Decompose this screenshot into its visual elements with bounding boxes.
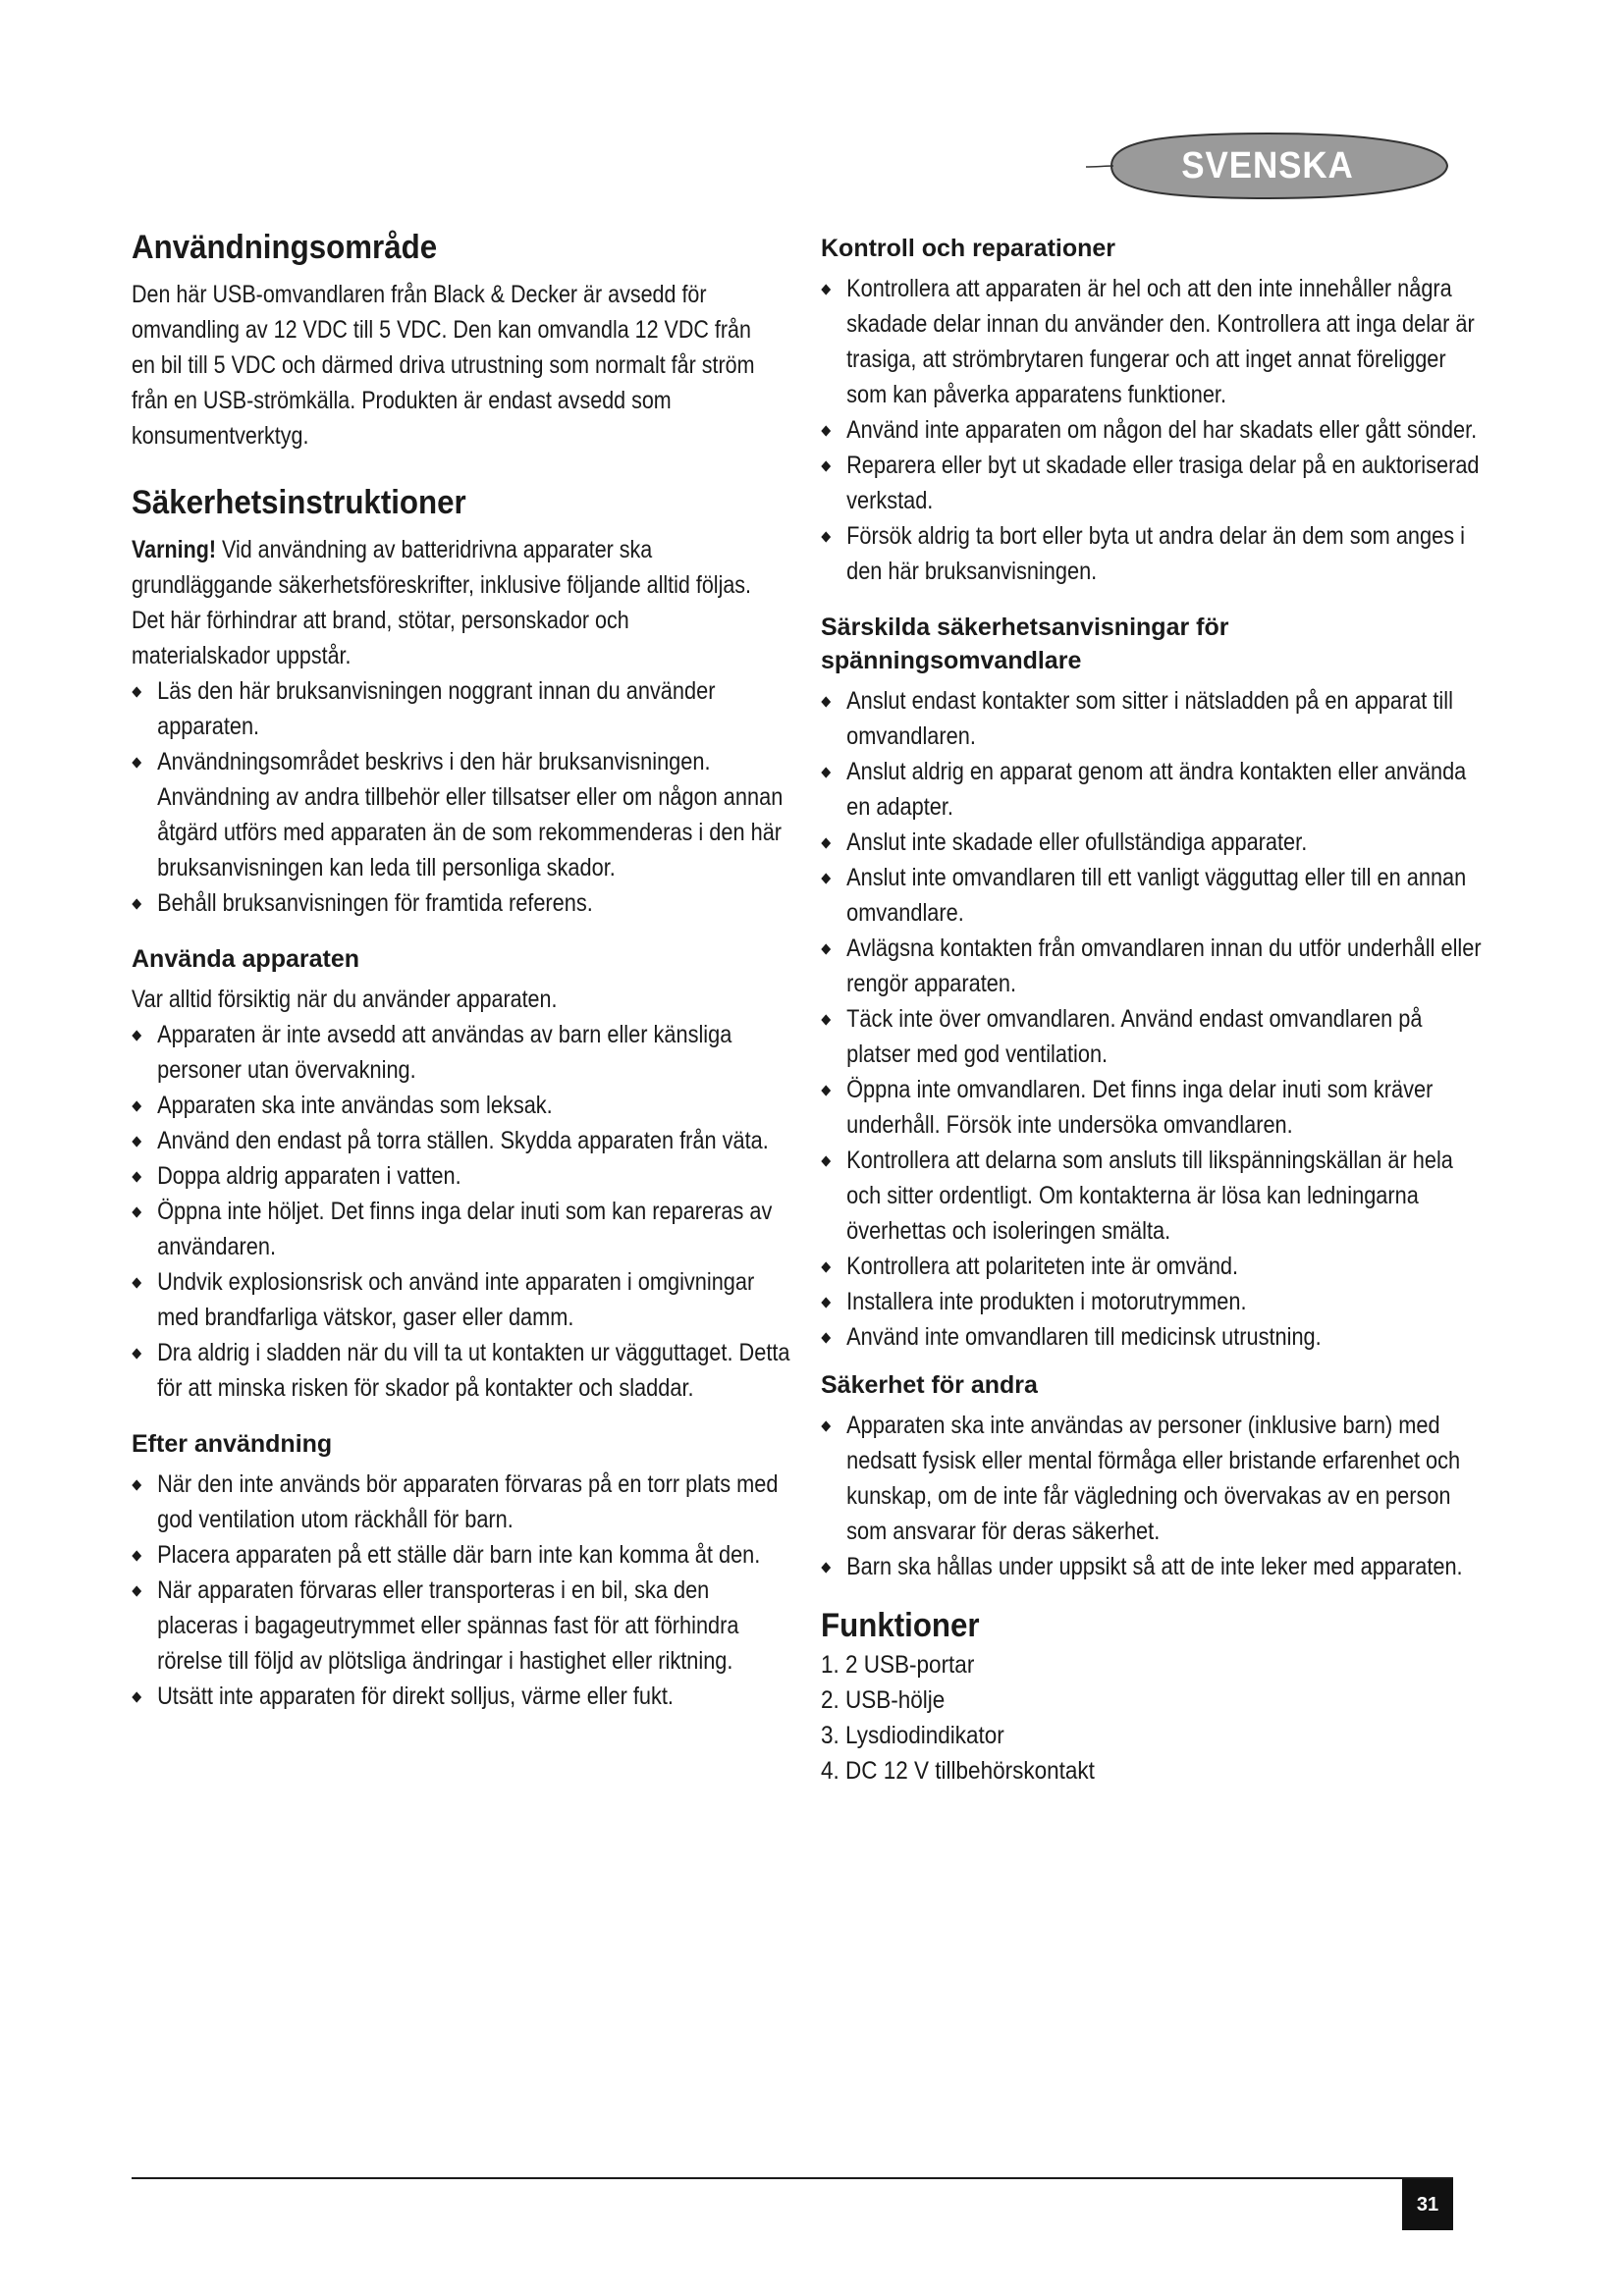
- list-item: Kontrollera att polariteten inte är omvänd.: [821, 1249, 1489, 1284]
- list-item: Doppa aldrig apparaten i vatten.: [132, 1158, 790, 1194]
- list-item: Läs den här bruksanvisningen noggrant innan du använder apparaten.: [132, 673, 790, 744]
- others-safety-heading: Säkerhet för andra: [821, 1371, 1038, 1399]
- language-label: SVENSKA: [1181, 144, 1354, 187]
- bullet-diamond-icon: [132, 1550, 141, 1561]
- usage-heading: Användningsområde: [132, 229, 438, 266]
- special-safety-section: [821, 611, 1482, 1355]
- bullet-diamond-icon: [821, 873, 831, 883]
- list-item: När den inte används bör apparaten förvaras på en torr plats med god ventilation utom räckhåll för barn.: [132, 1467, 790, 1537]
- list-item: Använd den endast på torra ställen. Skydda apparaten från väta.: [132, 1123, 790, 1158]
- others-safety-section: [821, 1368, 1469, 1584]
- safety-warning: [132, 532, 768, 673]
- others-safety-list: [821, 1408, 1469, 1584]
- list-item: Barn ska hållas under uppsikt så att de inte leker med apparaten.: [821, 1549, 1489, 1584]
- bullet-diamond-icon: [132, 1136, 141, 1147]
- list-item: Kontrollera att apparaten är hel och att den inte innehåller några skadade delar innan du använder den. Kontrollera att inga delar är trasiga, att strömbrytaren fungerar och att inget annat föreligger som kan påverka apparatens funktioner.: [821, 271, 1489, 412]
- list-item: Täck inte över omvandlaren. Använd endast omvandlaren på platser med god ventilation.: [821, 1001, 1489, 1072]
- bullet-diamond-icon: [821, 531, 831, 542]
- bullet-diamond-icon: [821, 1014, 831, 1025]
- control-heading: Kontroll och reparationer: [821, 235, 1116, 262]
- bullet-diamond-icon: [821, 1332, 831, 1343]
- bullet-diamond-icon: [132, 1171, 141, 1182]
- bullet-diamond-icon: [821, 425, 831, 436]
- bullet-diamond-icon: [132, 686, 141, 697]
- safety-section: [132, 483, 784, 921]
- bullet-diamond-icon: [821, 1562, 831, 1573]
- list-item: Installera inte produkten i motorutrymmen.: [821, 1284, 1489, 1319]
- bullet-diamond-icon: [821, 767, 831, 777]
- feature-item: 3. Lysdiodindikator: [821, 1722, 1004, 1749]
- list-item: Öppna inte höljet. Det finns inga delar inuti som kan repareras av användaren.: [132, 1194, 790, 1264]
- features-section: [821, 1606, 1469, 1789]
- using-heading: Använda apparaten: [132, 945, 360, 973]
- using-list: [132, 1017, 790, 1406]
- warning-label: Varning!: [132, 536, 217, 563]
- list-item: Öppna inte omvandlaren. Det finns inga delar inuti som kräver underhåll. Försök inte undersöka omvandlaren.: [821, 1072, 1489, 1143]
- right-column: [821, 232, 1482, 1789]
- feature-item: 4. DC 12 V tillbehörskontakt: [821, 1757, 1095, 1785]
- page-number: 31: [1402, 2179, 1453, 2230]
- list-item: Anslut endast kontakter som sitter i nätsladden på en apparat till omvandlaren.: [821, 683, 1489, 754]
- list-item: Kontrollera att delarna som ansluts till likspänningskällan är hela och sitter ordentligt. Om kontakterna är lösa kan ledningarna överhettas och isoleringen smälta.: [821, 1143, 1489, 1249]
- list-item: Anslut inte skadade eller ofullständiga apparater.: [821, 825, 1489, 860]
- after-use-heading: Efter användning: [132, 1430, 333, 1458]
- special-safety-heading: Särskilda säkerhetsanvisningar för: [821, 614, 1229, 641]
- features-heading: Funktioner: [821, 1607, 980, 1644]
- feature-item: 2. USB-hölje: [821, 1686, 946, 1714]
- list-item: Apparaten ska inte användas av personer (inklusive barn) med nedsatt fysisk eller mental förmåga eller bristande erfarenhet och kunskap, om de inte får vägledning och övervakas av en person som ansvarar för deras säkerhet.: [821, 1408, 1489, 1549]
- bullet-diamond-icon: [821, 1420, 831, 1431]
- bullet-diamond-icon: [821, 696, 831, 707]
- bullet-diamond-icon: [132, 1585, 141, 1596]
- bullet-diamond-icon: [821, 284, 831, 294]
- bullet-diamond-icon: [132, 757, 141, 768]
- after-use-list: [132, 1467, 779, 1714]
- list-item: Försök aldrig ta bort eller byta ut andra delar än dem som anges i den här bruksanvisningen.: [821, 518, 1489, 589]
- safety-heading: Säkerhetsinstruktioner: [132, 484, 466, 521]
- control-section: [821, 232, 1480, 589]
- list-item: Behåll bruksanvisningen för framtida referens.: [132, 885, 790, 921]
- using-intro: Var alltid försiktig när du använder apparaten.: [132, 986, 558, 1013]
- list-item: Dra aldrig i sladden när du vill ta ut kontakten ur vägguttaget. Detta för att minska risken för skador på kontakter och sladdar.: [132, 1335, 790, 1406]
- list-item: Placera apparaten på ett ställe där barn inte kan komma åt den.: [132, 1537, 790, 1573]
- bullet-diamond-icon: [132, 1100, 141, 1111]
- features-list: [821, 1647, 1469, 1789]
- list-item: Apparaten ska inte användas som leksak.: [132, 1088, 790, 1123]
- usage-body: Den här USB-omvandlaren från Black & Decker är avsedd för omvandling av 12 VDC till 5 VDC. Den kan omvandla 12 VDC från en bil till 5 VDC och därmed driva utrustning som normalt får ström från en USB-strömkälla. Produkten är endast avsedd som konsumentverktyg.: [132, 281, 755, 450]
- list-item: Undvik explosionsrisk och använd inte apparaten i omgivningar med brandfarliga vätskor, gaser eller damm.: [132, 1264, 790, 1335]
- bullet-diamond-icon: [132, 1206, 141, 1217]
- usage-section: [132, 228, 770, 454]
- footer-rule: [132, 2177, 1453, 2179]
- bullet-diamond-icon: [821, 1155, 831, 1166]
- bullet-diamond-icon: [821, 1261, 831, 1272]
- special-safety-list: [821, 683, 1482, 1355]
- list-item: Anslut aldrig en apparat genom att ändra kontakten eller använda en adapter.: [821, 754, 1489, 825]
- list-item: Reparera eller byt ut skadade eller trasiga delar på en auktoriserad verkstad.: [821, 448, 1489, 518]
- bullet-diamond-icon: [821, 837, 831, 848]
- list-item: När apparaten förvaras eller transporteras i en bil, ska den placeras i bagageutrymmet eller spännas fast för att förhindra rörelse till följd av plötsliga ändringar i hastighet eller riktning.: [132, 1573, 790, 1679]
- after-use-section: [132, 1427, 779, 1714]
- bullet-diamond-icon: [821, 943, 831, 954]
- list-item: Avlägsna kontakten från omvandlaren innan du utför underhåll eller rengör apparaten.: [821, 931, 1489, 1001]
- feature-item: 1. 2 USB-portar: [821, 1651, 975, 1679]
- list-item: Använd inte apparaten om någon del har skadats eller gått sönder.: [821, 412, 1489, 448]
- list-item: Apparaten är inte avsedd att användas av barn eller känsliga personer utan övervakning.: [132, 1017, 790, 1088]
- safety-list: [132, 673, 784, 921]
- bullet-diamond-icon: [132, 1348, 141, 1359]
- bullet-diamond-icon: [132, 1277, 141, 1288]
- bullet-diamond-icon: [132, 1030, 141, 1041]
- warning-text: Vid användning av batteridrivna apparater ska grundläggande säkerhetsföreskrifter, inklusive följande alltid följas. Det här förhindrar att brand, stötar, personskador och materialskador uppstår.: [132, 536, 752, 669]
- bullet-diamond-icon: [821, 1085, 831, 1095]
- list-item: Anslut inte omvandlaren till ett vanligt vägguttag eller till en annan omvandlare.: [821, 860, 1489, 931]
- bullet-diamond-icon: [821, 460, 831, 471]
- bullet-diamond-icon: [132, 898, 141, 909]
- list-item: Användningsområdet beskrivs i den här bruksanvisningen. Användning av andra tillbehör eller tillsatser eller om någon annan åtgärd utförs med apparaten än de som rekommenderas i den här bruksanvisningen kan leda till personliga skador.: [132, 744, 790, 885]
- list-item: Använd inte omvandlaren till medicinsk utrustning.: [821, 1319, 1489, 1355]
- control-list: [821, 271, 1480, 589]
- list-item: Utsätt inte apparaten för direkt solljus, värme eller fukt.: [132, 1679, 790, 1714]
- using-section: [132, 942, 790, 1406]
- bullet-diamond-icon: [821, 1297, 831, 1308]
- special-safety-heading-line2: spänningsomvandlare: [821, 647, 1082, 674]
- bullet-diamond-icon: [132, 1479, 141, 1490]
- language-tab: [1082, 128, 1453, 204]
- left-column: [132, 228, 790, 1714]
- bullet-diamond-icon: [132, 1691, 141, 1702]
